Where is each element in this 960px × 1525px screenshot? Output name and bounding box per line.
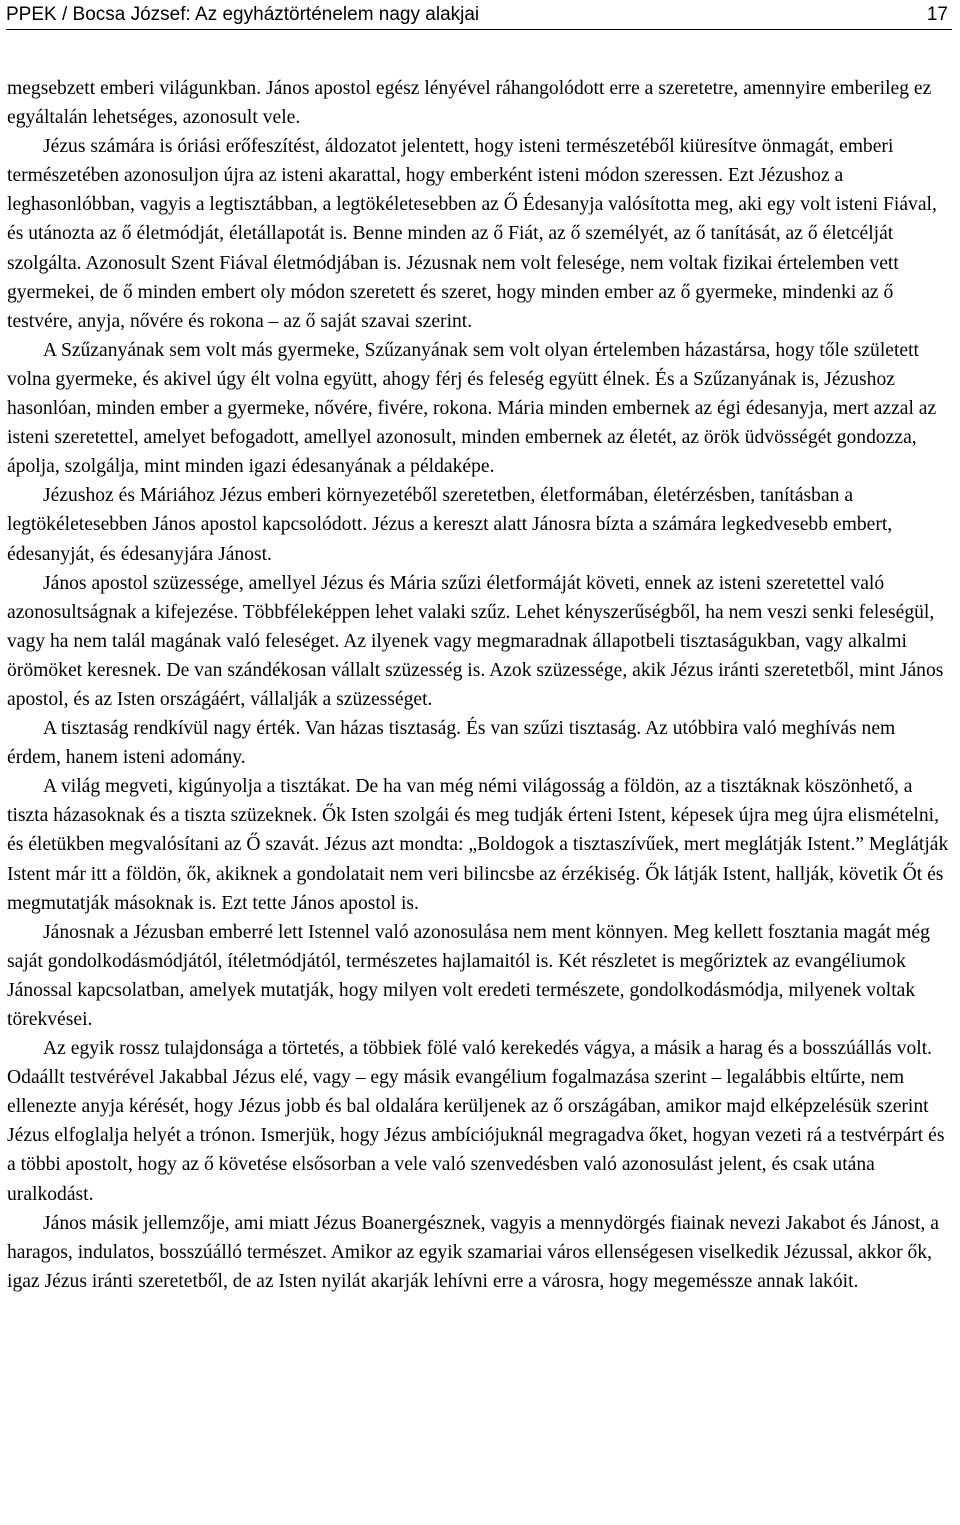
page-header bbox=[6, 0, 952, 30]
page-number: 17 bbox=[926, 4, 948, 25]
body-text bbox=[7, 74, 950, 1296]
paragraph: Az egyik rossz tulajdonsága a törtetés, a többiek fölé való kerekedés vágya, a másik a harag és a bosszúállás volt. Odaállt testvérével Jakabbal Jézus elé, vagy – egy másik evangélium fogalmazása szerint – legalábbis eltűrte, nem ellenezte anyja kérését, hogy Jézus jobb és bal oldalára kerüljenek az ő országában, amikor majd elképzelésük szerint Jézus elfoglalja helyét a trónon. Ismerjük, hogy Jézus ambíciójuknál megragadva őket, hogyan vezeti rá a testvérpárt és a többi apostolt, hogy az ő követése elsősorban a vele való szenvedésben való azonosulást jelent, és csak utána uralkodást. bbox=[7, 1038, 945, 1205]
paragraph: A világ megveti, kigúnyolja a tisztákat. De ha van még némi világosság a földön, az a tisztáknak köszönhető, a tiszta házasoknak és a tiszta szüzeknek. Ők Isten szolgái és meg tudják érteni Istent, képesek újra meg újra elismételni, és életükben megvalósítani az Ő szavát. Jézus azt mondta: „Boldogok a tisztaszívűek, mert meglátják Istent.” Meglátják Istent már itt a földön, ők, akiknek a gondolatait nem veri bilincsbe az érzékiség. Ők látják Istent, hallják, követik Őt és megmutatják másoknak is. Ezt tette János apostol is. bbox=[7, 776, 949, 914]
paragraph: A Szűzanyának sem volt más gyermeke, Szűzanyának sem volt olyan értelemben házastársa, hogy tőle született volna gyermeke, és akivel úgy élt volna együtt, ahogy férj és feleség együtt élnek. És a Szűzanyának is, Jézushoz hasonlóan, minden ember a gyermeke, nővére, fivére, rokona. Mária minden embernek az égi édesanyja, mert azzal az isteni szeretettel, amelyet befogadott, amellyel azonosult, minden embernek az életét, az örök üdvösségét gondozza, ápolja, szolgálja, mint minden igazi édesanyának a példaképe. bbox=[7, 339, 937, 478]
paragraph: János apostol szüzessége, amellyel Jézus és Mária szűzi életformáját követi, ennek az isteni szeretettel való azonosultságnak a kifejezése. Többféleképpen lehet valaki szűz. Lehet kényszerűségből, ha nem veszi senki feleségül, vagy ha nem talál magának való feleséget. Az ilyenek vagy megmaradnak állapotbeli tisztaságukban, vagy alkalmi örömöket keresnek. De van szándékosan vállalt szüzesség is. Azok szüzessége, akik Jézus iránti szeretetből, mint János apostol, és az Isten országáért, vállalják a szüzességet. bbox=[7, 572, 944, 710]
paragraph: Jánosnak a Jézusban emberré lett Istennel való azonosulása nem ment könnyen. Meg kellett fosztania magát még saját gondolkodásmódjától, ítéletmódjától, természetes hajlamaitól is. Két részletet is megőriztek az evangéliumok Jánossal kapcsolatban, amelyek mutatják, hogy milyen volt eredeti természete, gondolkodásmódja, milyenek voltak törekvései. bbox=[7, 921, 930, 1030]
paragraph: A tisztaság rendkívül nagy érték. Van házas tisztaság. És van szűzi tisztaság. Az utóbbira való meghívás nem érdem, hanem isteni adomány. bbox=[7, 718, 896, 769]
paragraph: Jézus számára is óriási erőfeszítést, áldozatot jelentett, hogy isteni természetéből kiüresítve önmagát, emberi természetében azonosuljon újra az isteni akarattal, hogy emberként isteni módon szeressen. Ezt Jézushoz a leghasonlóbban, vagyis a legtisztábban, a legtökéletesebben az Ő Édesanyja valósította meg, aki egy volt isteni Fiával, és utánozta az ő életmódját, életállapotát is. Benne minden az ő Fiát, az ő személyét, az ő tanítását, az ő életcélját szolgálta. Azonosult Szent Fiával életmódjában is. Jézusnak nem volt felesége, nem voltak fizikai értelemben vett gyermekei, de ő minden embert oly módon szeretett és szeret, hogy minden ember az ő gyermeke, mindenki az ő testvére, anyja, nővére és rokona – az ő saját szavai szerint. bbox=[7, 136, 937, 332]
running-title: PPEK / Bocsa József: Az egyháztörténelem nagy alakjai bbox=[6, 4, 480, 25]
paragraph: Jézushoz és Máriához Jézus emberi környezetéből szeretetben, életformában, életérzésben, tanításban a legtökéletesebben János apostol kapcsolódott. Jézus a kereszt alatt Jánosra bízta a számára legkedvesebb embert, édesanyját, és édesanyjára Jánost. bbox=[7, 485, 893, 565]
paragraph: megsebzett emberi világunkban. János apostol egész lényével ráhangolódott erre a szeretetre, amennyire emberileg ez egyáltalán lehetséges, azonosult vele. bbox=[7, 78, 932, 129]
paragraph: János másik jellemzője, ami miatt Jézus Boanergésznek, vagyis a mennydörgés fiainak nevezi Jakabot és Jánost, a haragos, indulatos, bosszúálló természet. Amikor az egyik szamariai város ellenségesen viselkedik Jézussal, akkor ők, igaz Jézus iránti szeretetből, de az Isten nyilát akarják lehívni erre a városra, hogy megemésszе annak lakóit. bbox=[7, 1212, 939, 1292]
